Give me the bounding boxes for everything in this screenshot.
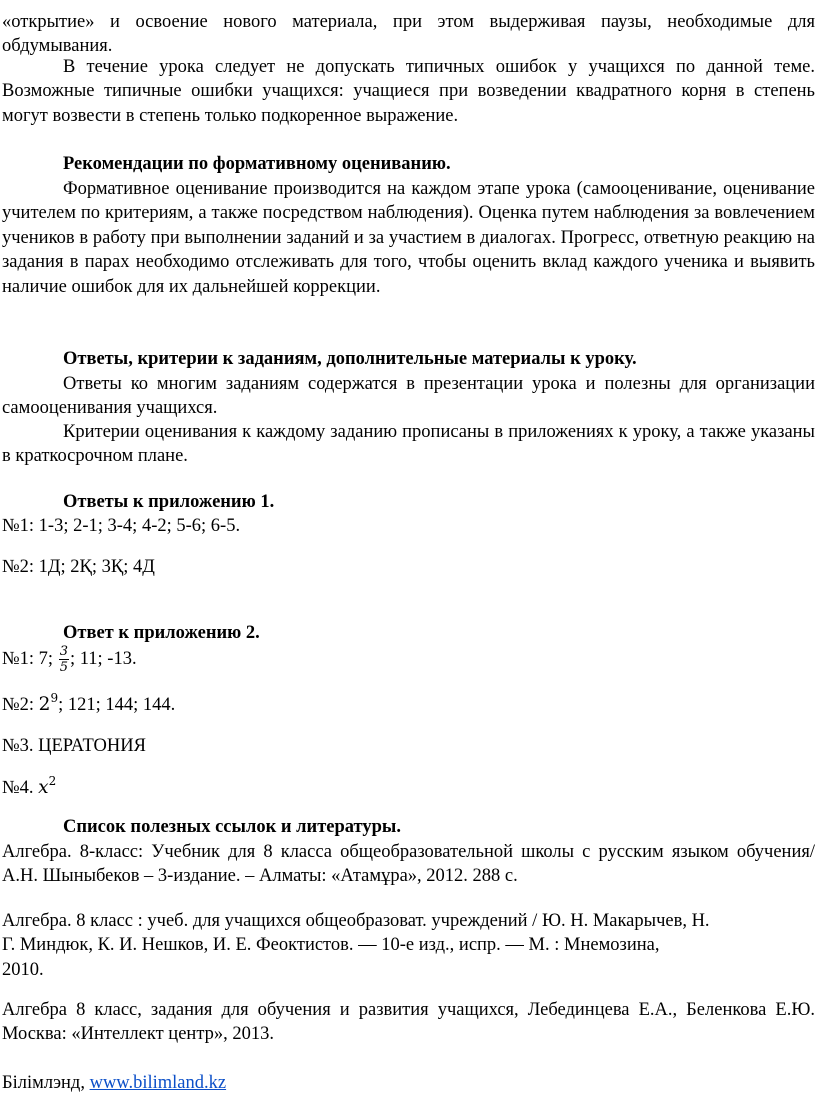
fraction: $\frac{3}{5}$ xyxy=(59,644,68,675)
appendix-2-answer-1: №1: 7; $\frac{3}{5}$ ; 11; -13. xyxy=(2,644,137,675)
paragraph-continuation: «открытие» и освоение нового материала, при этом выдерживая паузы, необходимые для обдумывания. xyxy=(2,12,815,57)
reference-2: Алгебра. 8 класс : учеб. для учащихся общеобразоват. учреждений / Ю. Н. Макарычев, Н. Г. Миндюк, К. И. Нешков, И. Е. Феоктистов. — 10-е изд., испр. — М. : Мнемозина, 2010. xyxy=(2,911,710,980)
paragraph-formative-assessment: Формативное оценивание производится на каждом этапе урока (самооценивание, оценивание учителем по критериям, а также посредством наблюдения). Оценка путем наблюдения за вовлечением учеников в работу при выполнении заданий и за участием в диалогах. Прогресс, ответную реакцию на задания в парах необходимо отслеживать для того, чтобы оценить вклад каждого ученика и выявить наличие ошибок для их дальнейшей коррекции. xyxy=(2,179,815,297)
heading-references: Список полезных ссылок и литературы. xyxy=(63,817,402,837)
bilimland-link[interactable]: www.bilimland.kz xyxy=(89,1073,227,1093)
appendix-2-answer-4: №4. $x^2$ xyxy=(2,774,57,798)
heading-appendix-1: Ответы к приложению 1. xyxy=(63,492,275,512)
paragraph-answers-presentation: Ответы ко многим заданиям содержатся в презентации урока и полезны для организации самооценивания учащихся. xyxy=(2,374,815,419)
paragraph-typical-errors: В течение урока следует не допускать типичных ошибок у учащихся по данной теме. Возможные типичные ошибки учащихся: учащиеся при возведении квадратного корня в степень могут возвести в степень только подкоренное выражение. xyxy=(2,57,815,126)
reference-3: Алгебра 8 класс, задания для обучения и развития учащихся, Лебединцева Е.А., Беленкова Е.Ю. Москва: «Интеллект центр», 2013. xyxy=(2,1000,815,1045)
appendix-2-answer-2: №2: $2^9$; 121; 144; 144. xyxy=(2,691,176,715)
appendix-2-answer-3: №3. ЦЕРАТОНИЯ xyxy=(2,736,146,756)
heading-appendix-2: Ответ к приложению 2. xyxy=(63,623,260,643)
appendix-1-answer-2: №2: 1Д; 2Қ; 3Қ; 4Д xyxy=(2,557,155,577)
heading-answers-criteria: Ответы, критерии к заданиям, дополнительные материалы к уроку. xyxy=(63,349,637,369)
paragraph-criteria: Критерии оценивания к каждому заданию прописаны в приложениях к уроку, а также указаны в краткосрочном плане. xyxy=(2,422,815,467)
footer: Білімлэнд, www.bilimland.kz xyxy=(2,1073,227,1093)
appendix-1-answer-1: №1: 1-3; 2-1; 3-4; 4-2; 5-6; 6-5. xyxy=(2,516,241,536)
heading-formative-assessment: Рекомендации по формативному оцениванию. xyxy=(63,154,451,174)
reference-1: Алгебра. 8-класс: Учебник для 8 класса общеобразовательной школы с русским языком обучения/ А.Н. Шыныбеков – 3-издание. – Алматы: «Атамұра», 2012. 288 с. xyxy=(2,842,815,887)
